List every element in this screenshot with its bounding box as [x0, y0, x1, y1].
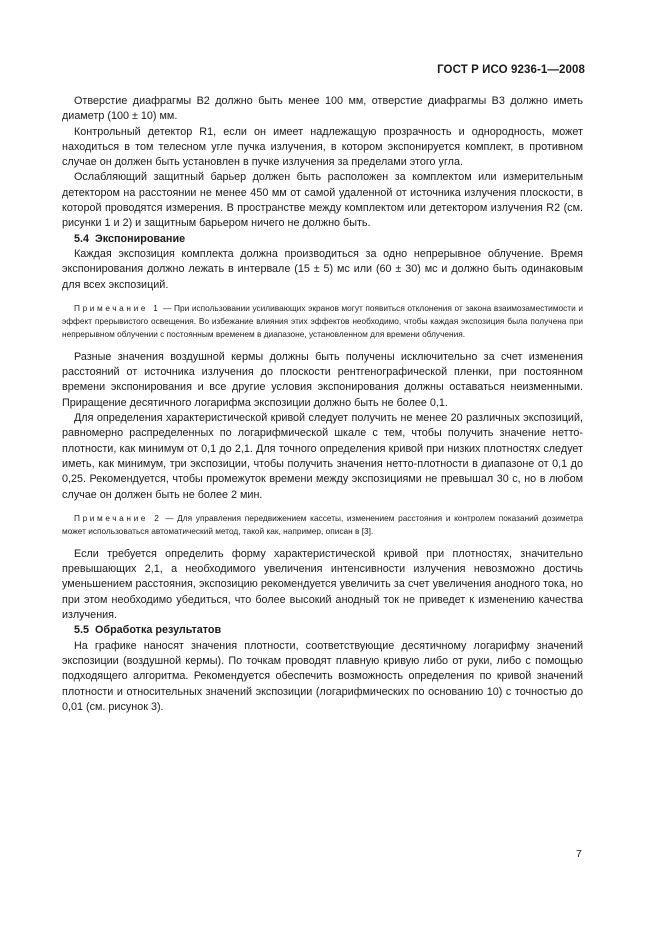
- section-heading-5-4: [62, 232, 583, 247]
- note-text: — Для управления передвижением кассеты, изменением расстояния и контролем показаний дозиметра может использоваться автоматический метод, такой как, например, описан в [3].: [62, 512, 583, 536]
- section-title: Экспонирование: [95, 232, 186, 245]
- paragraph-air-kerma: Разные значения воздушной кермы должны быть получены исключительно за счет изменения расстояний от источника излучения до плоскости рентгенографической пленки, при постоянном времени экспонирования и все другие условия экспонирования должны оставаться неизменными. Приращение десятичного логарифма экспозиции должно быть не более 0,1.: [62, 350, 583, 409]
- paragraph-protective-barrier: Ослабляющий защитный барьер должен быть расположен за комплектом или измерительным детектором на расстоянии не менее 450 мм от самой удаленной от источника излучения плоскости, в которой проводятся измерения. В пространстве между комплектом или детектором излучения R2 (см. рисунки 1 и 2) и защитным барьером ничего не должно быть.: [62, 171, 583, 230]
- note-text: — При использовании усиливающих экранов могут появиться отклонения от закона взаимозаместимости и эффект прерывистого освещения. Во избежание влияния этих эффектов необходимо, чтобы каждая экспозиция была получена при непрерывном облучении с постоянным временем в диапазоне, установленном для времени облучения.: [62, 302, 583, 339]
- section-heading-5-5: [62, 623, 583, 638]
- paragraph-results: На графике наносят значения плотности, соответствующие десятичному логарифму значений экспозиции (воздушной кермы). По точкам проводят плавную кривую либо от руки, либо с помощью подходящего алгоритма. Рекомендуется обеспечить возможность определения по кривой значений плотности и относительных значений экспозиции (логарифмических по основанию 10) с точностью до 0,01 (см. рисунок 3).: [62, 639, 583, 713]
- page-number: 7: [576, 848, 582, 860]
- paragraph-anode-current: Если требуется определить форму характеристической кривой при плотностях, значительно превышающих 2,1, а необходимого увеличения интенсивности излучения невозможно достичь уменьшением расстояния, экспозицию рекомендуется увеличить за счет увеличения анодного тока, но при этом необходимо убедиться, что более высокий анодный ток не приведет к изменению качества излучения.: [62, 547, 583, 622]
- note-label: Примечание 1: [74, 302, 161, 313]
- section-title: Обработка результатов: [95, 624, 222, 637]
- paragraph-diaphragm: Отверстие диафрагмы В2 должно быть менее 100 мм, отверстие диафрагмы В3 должно иметь диаметр (100 ± 10) мм.: [62, 95, 583, 123]
- paragraph-exposure: Каждая экспозиция комплекта должна производиться за одно непрерывное облучение. Время экспонирования должно лежать в интервале (15 ± 5) мс или (60 ± 30) мс и должно быть одинаковым для всех экспозиций.: [62, 247, 583, 291]
- paragraph-control-detector: Контрольный детектор R1, если он имеет надлежащую прозрачность и однородность, может находиться в том телесном угле пучка излучения, в котором экспонируется комплект, в противном случае он должен быть установлен в пучке излучения за пределами этого угла.: [62, 125, 583, 169]
- document-header: ГОСТ Р ИСО 9236-1—2008: [437, 64, 585, 76]
- note-2: [62, 512, 583, 538]
- paragraph-characteristic-curve: Для определения характеристической кривой следует получить не менее 20 различных экспозиций, равномерно распределенных по логарифмической шкале с тем, чтобы получить значение нетто-плотности, как минимум от 0,1 до 2,1. Для точного определения кривой при низких плотностях следует иметь, как минимум, три экспозиции, чтобы получить значения нетто-плотности в диапазоне от 0,1 до 0,25. Рекомендуется, чтобы промежуток времени между экспозициями не превышал 30 с, но в любом случае он должен быть не более 2 мин.: [62, 412, 583, 501]
- note-label: Примечание 2: [74, 512, 162, 523]
- page-body: [62, 94, 583, 715]
- section-number: 5.4: [74, 232, 90, 245]
- section-number: 5.5: [74, 624, 90, 637]
- note-1: [62, 302, 583, 341]
